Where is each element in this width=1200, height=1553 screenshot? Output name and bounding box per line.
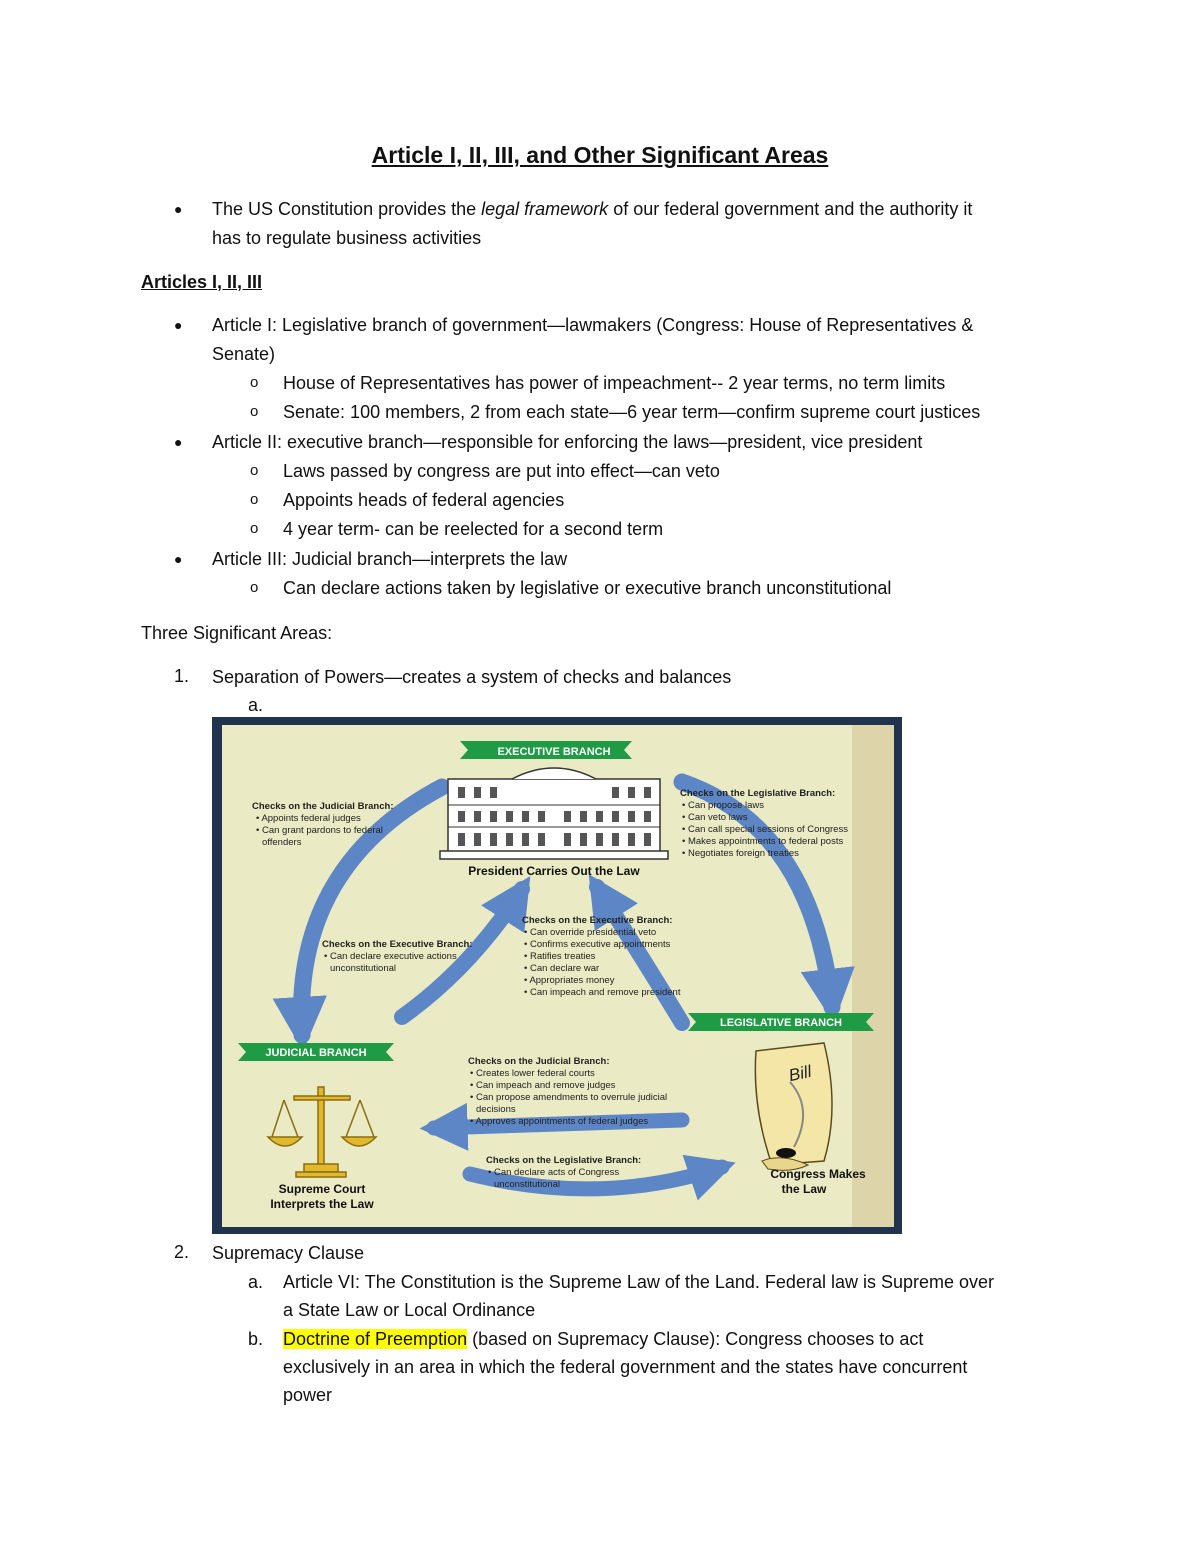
diagram-svg [212, 717, 902, 1234]
article3-line-1: Article III: Judicial branch—interprets the law [212, 549, 568, 569]
block-line: • Can impeach and remove president [524, 987, 681, 998]
item2-b-line-1 [283, 1328, 923, 1350]
item2-a-line-2: a State Law or Local Ordinance [283, 1300, 536, 1320]
block-line: • Approves appointments of federal judges [470, 1116, 649, 1127]
block-line: • Appropriates money [524, 975, 615, 986]
item2-b-line-2: exclusively in an area in which the federal government and the states have concurrent [283, 1357, 968, 1377]
highlighted-term: Doctrine of Preemption [283, 1329, 468, 1349]
block-line: • Can propose amendments to overrule judicial [470, 1092, 668, 1103]
item2-a-line-1: Article VI: The Constitution is the Supreme Law of the Land. Federal law is Supreme over [283, 1272, 995, 1292]
item2-b-rest: (based on Supremacy Clause): Congress chooses to act [467, 1329, 924, 1349]
item1-sub-letter: a. [248, 695, 264, 715]
circle-bullet-icon: o [250, 491, 259, 508]
block-line: • Can call special sessions of Congress [682, 824, 848, 835]
circle-bullet-icon: o [250, 520, 259, 537]
checks-balances-diagram [212, 717, 902, 1234]
block-heading: Checks on the Legislative Branch: [680, 788, 836, 799]
areas-heading: Three Significant Areas: [141, 623, 333, 643]
intro-line-2: has to regulate business activities [212, 228, 482, 248]
block-line: • Can veto laws [682, 812, 748, 823]
block-heading: Checks on the Judicial Branch: [252, 801, 394, 812]
legislative-banner-label: LEGISLATIVE BRANCH [719, 1017, 843, 1029]
block-line: • Appoints federal judges [256, 813, 361, 824]
block-line: offenders [262, 837, 302, 848]
article2-sub-2: Appoints heads of federal agencies [283, 490, 565, 510]
article1-sub-2: Senate: 100 members, 2 from each state—6 year term—confirm supreme court justices [283, 402, 981, 422]
item2-a-letter: a. [248, 1272, 264, 1292]
article2-line-1: Article II: executive branch—responsible for enforcing the laws—president, vice president [212, 432, 923, 452]
bullet-icon: ● [174, 434, 183, 450]
list-number: 2. [174, 1242, 190, 1262]
article2-sub-1: Laws passed by congress are put into effect—can veto [283, 461, 720, 481]
bullet-icon: ● [174, 317, 183, 333]
block-line: • Can grant pardons to federal [256, 825, 383, 836]
intro-text: of our federal government and the authority it [608, 199, 973, 219]
legislative-caption-line-1: Congress Makes [770, 1167, 866, 1181]
item1-text: Separation of Powers—creates a system of checks and balances [212, 667, 732, 687]
block-line: • Ratifies treaties [524, 951, 596, 962]
bill-scroll-icon [755, 1043, 832, 1170]
legislative-caption-line-2: the Law [781, 1182, 827, 1196]
page-edge-shadow [852, 725, 894, 1227]
executive-caption: President Carries Out the Law [468, 864, 640, 878]
block-line: unconstitutional [494, 1179, 561, 1190]
item2-b-letter: b. [248, 1329, 264, 1349]
block-line: • Can declare war [524, 963, 600, 974]
circle-bullet-icon: o [250, 374, 259, 391]
executive-banner-label: EXECUTIVE BRANCH [497, 746, 611, 758]
block-heading: Checks on the Executive Branch: [522, 915, 673, 926]
block-line: • Makes appointments to federal posts [682, 836, 844, 847]
article1-sub-1: House of Representatives has power of impeachment-- 2 year terms, no term limits [283, 373, 946, 393]
block-line: • Can declare executive actions [324, 951, 457, 962]
bill-label: Bill [787, 1061, 814, 1086]
bullet-icon: ● [174, 201, 183, 217]
list-number: 1. [174, 666, 190, 686]
block-line: • Confirms executive appointments [524, 939, 671, 950]
circle-bullet-icon: o [250, 579, 259, 596]
judicial-caption-line-1: Supreme Court [278, 1182, 366, 1196]
block-line: • Can propose laws [682, 800, 765, 811]
article1-line-2: Senate) [212, 344, 276, 364]
judicial-banner-label: JUDICIAL BRANCH [265, 1047, 367, 1059]
block-heading: Checks on the Judicial Branch: [468, 1056, 610, 1067]
block-line: decisions [476, 1104, 516, 1115]
block-line: • Can declare acts of Congress [488, 1167, 620, 1178]
block-heading: Checks on the Executive Branch: [322, 939, 473, 950]
intro-text: The US Constitution provides the [212, 199, 482, 219]
white-house-icon [440, 768, 668, 859]
block-line: unconstitutional [330, 963, 397, 974]
block-heading: Checks on the Legislative Branch: [486, 1155, 642, 1166]
article3-sub-1: Can declare actions taken by legislative or executive branch unconstitutional [283, 578, 892, 598]
circle-bullet-icon: o [250, 462, 259, 479]
intro-line-1 [212, 198, 972, 220]
bullet-icon: ● [174, 551, 183, 567]
article1-line-1: Article I: Legislative branch of government—lawmakers (Congress: House of Representatives & [212, 315, 974, 335]
circle-bullet-icon: o [250, 403, 259, 420]
item2-b-line-3: power [283, 1385, 333, 1405]
block-line: • Can impeach and remove judges [470, 1080, 616, 1091]
item2-text: Supremacy Clause [212, 1243, 365, 1263]
page-title: Article I, II, III, and Other Significant Areas [371, 142, 829, 168]
block-line: • Creates lower federal courts [470, 1068, 595, 1079]
block-line: • Negotiates foreign treaties [682, 848, 799, 859]
block-line: • Can override presidential veto [524, 927, 657, 938]
judicial-caption-line-2: Interprets the Law [270, 1197, 374, 1211]
article2-sub-3: 4 year term- can be reelected for a second term [283, 519, 664, 539]
intro-emphasis: legal framework [481, 199, 609, 219]
articles-heading: Articles I, II, III [141, 272, 263, 292]
